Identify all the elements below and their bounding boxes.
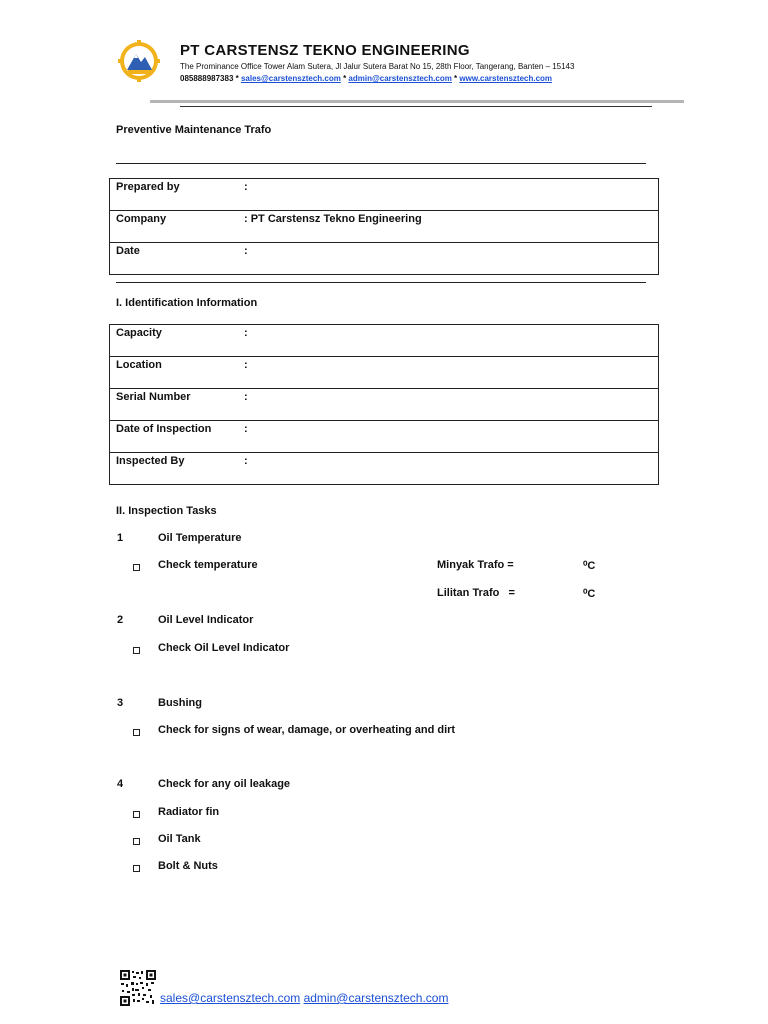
identification-table xyxy=(109,324,659,485)
checkbox[interactable] xyxy=(133,647,140,654)
header-divider xyxy=(150,100,684,103)
row-value[interactable]: : PT Carstensz Tekno Engineering xyxy=(244,211,659,243)
check-item: Check for signs of wear, damage, or overheating and dirt xyxy=(158,724,456,736)
row-value[interactable]: : xyxy=(244,243,659,275)
separator-line xyxy=(116,163,646,164)
row-value[interactable]: : xyxy=(244,453,659,485)
prepared-info-table xyxy=(109,178,659,275)
row-label: Capacity xyxy=(110,325,245,357)
document-title: Preventive Maintenance Trafo xyxy=(116,124,272,136)
winding-temp-label: Lilitan Trafo = xyxy=(437,587,515,599)
task-number: 2 xyxy=(117,614,124,626)
task-number: 3 xyxy=(117,697,124,709)
task-title: Check for any oil leakage xyxy=(158,778,291,790)
admin-email-link[interactable]: admin@carstensztech.com xyxy=(348,74,452,83)
check-item: Bolt & Nuts xyxy=(158,860,218,872)
row-label: Date xyxy=(110,243,245,275)
row-label: Location xyxy=(110,357,245,389)
table-row xyxy=(110,357,659,389)
section-identification-title: I. Identification Information xyxy=(116,297,258,309)
winding-temp-unit: ⁰C xyxy=(583,588,596,600)
row-value[interactable]: : xyxy=(244,357,659,389)
check-item: Check Oil Level Indicator xyxy=(158,642,290,654)
separator-line xyxy=(116,282,646,283)
row-value[interactable]: : xyxy=(244,389,659,421)
table-row xyxy=(110,179,659,211)
footer-sales-email-link[interactable]: sales@carstensztech.com xyxy=(160,991,301,1005)
task-title: Oil Level Indicator xyxy=(158,614,254,626)
table-row xyxy=(110,243,659,275)
oil-temp-unit: ⁰C xyxy=(583,560,596,572)
row-label: Company xyxy=(110,211,245,243)
table-row xyxy=(110,211,659,243)
oil-temp-label: Minyak Trafo = xyxy=(437,559,514,571)
header-divider-thin xyxy=(180,106,652,107)
row-value[interactable]: : xyxy=(244,179,659,211)
checkbox[interactable] xyxy=(133,564,140,571)
checkbox[interactable] xyxy=(133,729,140,736)
phone-number: 085888987383 * xyxy=(180,74,239,83)
table-row xyxy=(110,421,659,453)
row-label: Serial Number xyxy=(110,389,245,421)
row-label: Date of Inspection xyxy=(110,421,245,453)
check-item: Radiator fin xyxy=(158,806,220,818)
website-link[interactable]: www.carstensztech.com xyxy=(459,74,553,83)
section-inspection-title: II. Inspection Tasks xyxy=(116,505,217,517)
company-contact: 085888987383 * sales@carstensztech.com * admin@carstensztech.com * www.carstensztech.com xyxy=(180,74,553,83)
row-label: Prepared by xyxy=(110,179,245,211)
checkbox[interactable] xyxy=(133,811,140,818)
task-title: Bushing xyxy=(158,697,202,709)
sales-email-link[interactable]: sales@carstensztech.com xyxy=(240,74,341,83)
task-number: 1 xyxy=(117,532,124,544)
footer-contact xyxy=(160,991,448,1005)
company-logo xyxy=(118,40,160,82)
row-label: Inspected By xyxy=(110,453,245,485)
row-value[interactable]: : xyxy=(244,325,659,357)
checkbox[interactable] xyxy=(133,865,140,872)
footer-admin-email-link[interactable]: admin@carstensztech.com xyxy=(303,991,449,1005)
task-number: 4 xyxy=(117,778,124,790)
checkbox[interactable] xyxy=(133,838,140,845)
task-title: Oil Temperature xyxy=(158,532,242,544)
table-row xyxy=(110,325,659,357)
table-row xyxy=(110,453,659,485)
row-value[interactable]: : xyxy=(244,421,659,453)
qr-code xyxy=(120,970,156,1006)
company-address: The Prominance Office Tower Alam Sutera, Jl Jalur Sutera Barat No 15, 28th Floor, Tangerang, Banten – 15143 xyxy=(180,62,575,71)
company-name: PT CARSTENSZ TEKNO ENGINEERING xyxy=(180,42,470,59)
check-item: Check temperature xyxy=(158,559,258,571)
check-item: Oil Tank xyxy=(158,833,201,845)
table-row xyxy=(110,389,659,421)
